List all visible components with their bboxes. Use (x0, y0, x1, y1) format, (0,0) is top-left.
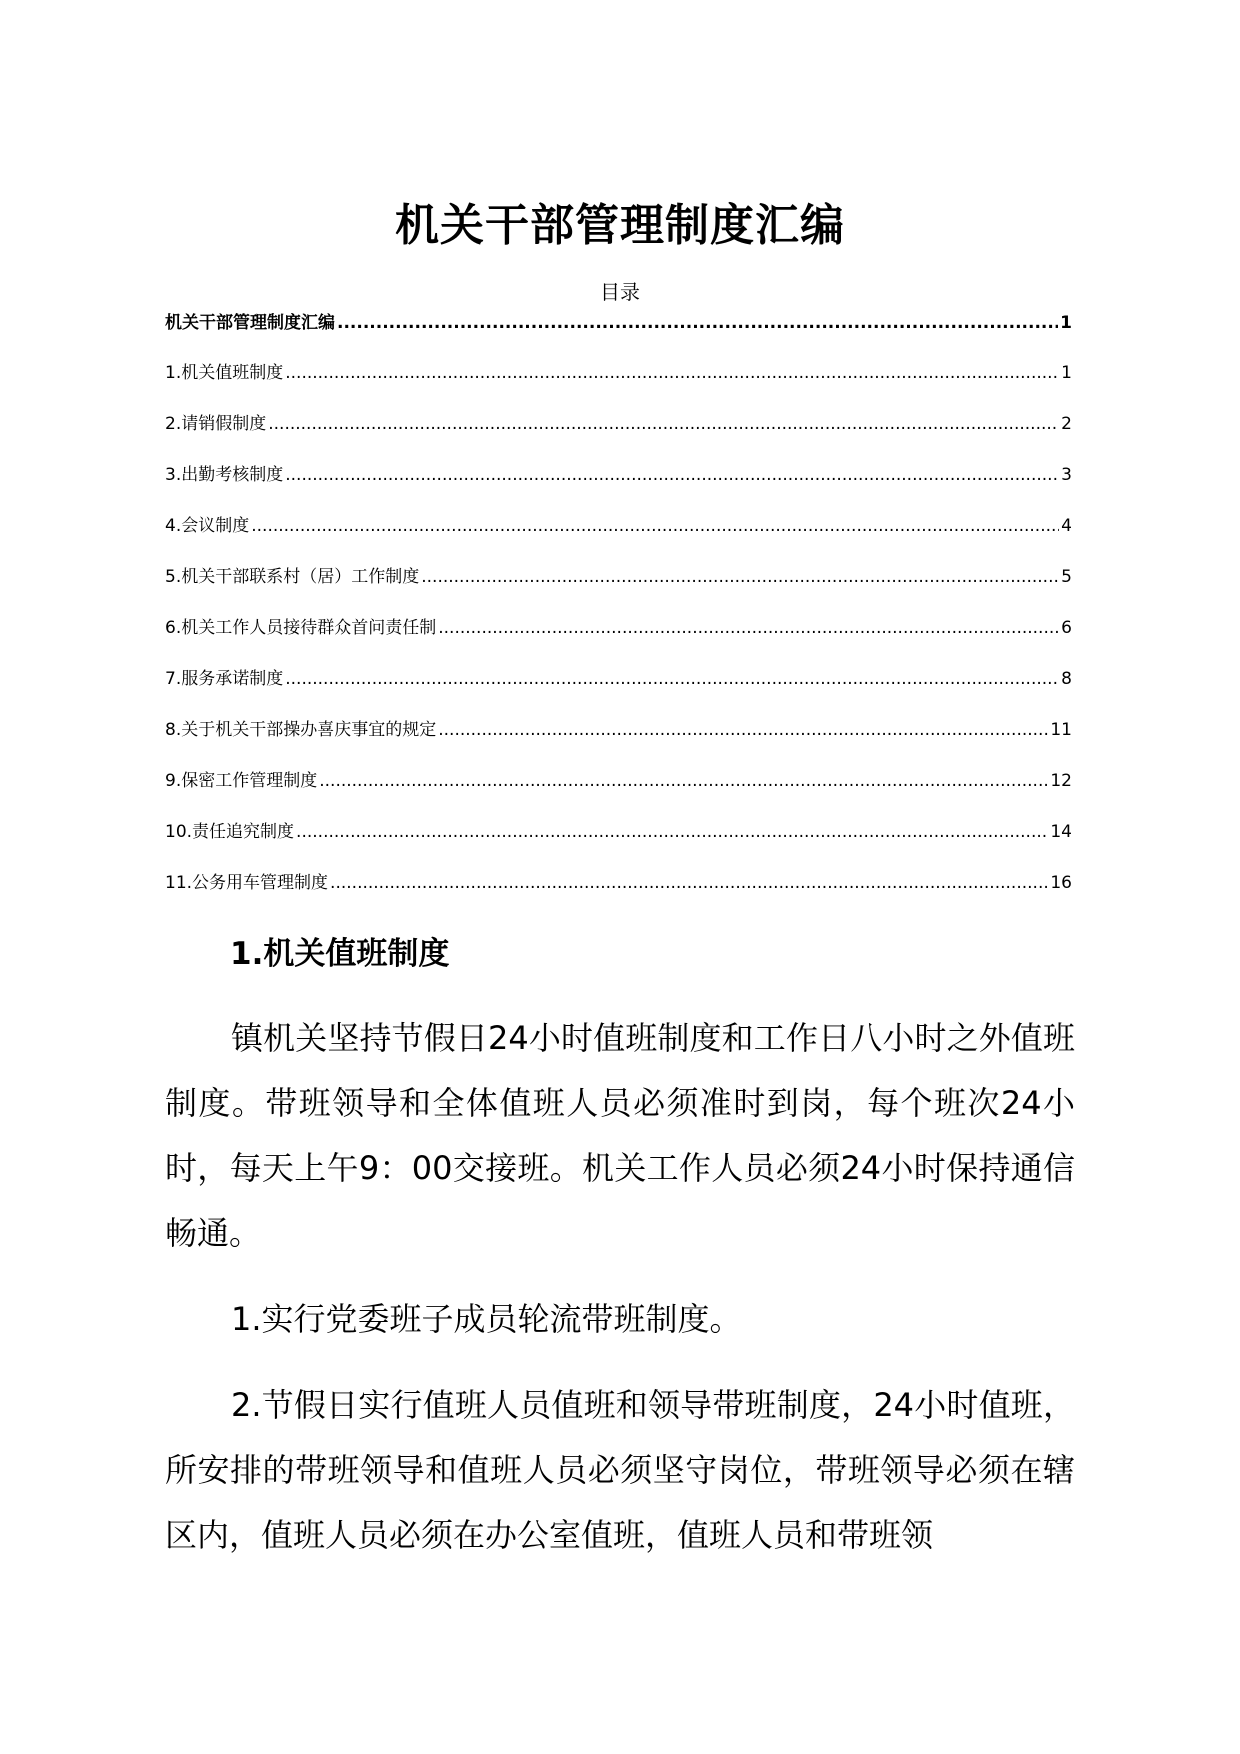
toc-entry-page: 1 (1060, 313, 1072, 333)
toc-leader-dots (330, 870, 1048, 896)
toc-entry-page: 14 (1050, 822, 1072, 842)
toc-entry-label: 2.请销假制度 (165, 414, 267, 434)
document-title: 机关干部管理制度汇编 (395, 200, 845, 251)
toc-entry-label: 1.机关值班制度 (165, 363, 284, 383)
toc-entry[interactable] (165, 768, 1072, 819)
toc-leader-dots (296, 819, 1048, 845)
toc-entry-label: 9.保密工作管理制度 (165, 771, 318, 791)
toc-entry[interactable] (165, 513, 1072, 564)
toc-entry-label: 8.关于机关干部操办喜庆事宜的规定 (165, 720, 437, 740)
toc-leader-dots (268, 411, 1059, 437)
toc-entry-page: 5 (1061, 567, 1072, 587)
toc-entry[interactable] (165, 462, 1072, 513)
toc-entry-page: 3 (1061, 465, 1072, 485)
toc-entry[interactable] (165, 564, 1072, 615)
toc-entry-page: 12 (1050, 771, 1072, 791)
section-heading: 1.机关值班制度 (230, 936, 450, 972)
toc-leader-dots (285, 360, 1059, 386)
toc-entry-label: 11.公务用车管理制度 (165, 873, 329, 893)
toc-leader-dots (251, 513, 1059, 539)
toc-entry[interactable] (165, 310, 1072, 360)
toc-leader-dots (319, 768, 1048, 794)
section-body (165, 1006, 1075, 1568)
body-paragraph: 镇机关坚持节假日24小时值班制度和工作日八小时之外值班制度。带班领导和全体值班人员必须准时到岗，每个班次24小时，每天上午9：00交接班。机关工作人员必须24小时保持通信畅通。 (165, 1019, 1075, 1252)
toc-entry-page: 4 (1061, 516, 1072, 536)
toc-entry[interactable] (165, 819, 1072, 870)
toc-entry-page: 6 (1061, 618, 1072, 638)
toc-entry-label: 4.会议制度 (165, 516, 250, 536)
body-paragraph: 1.实行党委班子成员轮流带班制度。 (231, 1300, 742, 1338)
toc-entry-page: 1 (1061, 363, 1072, 383)
body-paragraph: 2.节假日实行值班人员值班和领导带班制度，24小时值班，所安排的带班领导和值班人员必须坚守岗位，带班领导必须在辖区内，值班人员必须在办公室值班，值班人员和带班领 (165, 1386, 1075, 1554)
toc-entry[interactable] (165, 870, 1072, 921)
toc-entry-label: 7.服务承诺制度 (165, 669, 284, 689)
toc-entry-page: 2 (1061, 414, 1072, 434)
toc-entry-label: 10.责任追究制度 (165, 822, 295, 842)
toc-entry-label: 3.出勤考核制度 (165, 465, 284, 485)
toc-heading: 目录 (600, 280, 640, 304)
toc-entry-label: 6.机关工作人员接待群众首问责任制 (165, 618, 437, 638)
toc-entry-label: 机关干部管理制度汇编 (165, 313, 335, 333)
toc-entry-page: 8 (1061, 669, 1072, 689)
table-of-contents (165, 310, 1072, 921)
toc-leader-dots (438, 615, 1059, 641)
toc-leader-dots (438, 717, 1048, 743)
toc-entry[interactable] (165, 666, 1072, 717)
toc-entry[interactable] (165, 411, 1072, 462)
toc-entry-page: 16 (1050, 873, 1072, 893)
toc-entry[interactable] (165, 360, 1072, 411)
toc-entry[interactable] (165, 615, 1072, 666)
toc-leader-dots (421, 564, 1059, 590)
toc-entry[interactable] (165, 717, 1072, 768)
toc-entry-page: 11 (1050, 720, 1072, 740)
toc-entry-label: 5.机关干部联系村（居）工作制度 (165, 567, 420, 587)
toc-leader-dots (285, 462, 1059, 488)
toc-leader-dots (285, 666, 1059, 692)
toc-leader-dots (337, 310, 1058, 336)
